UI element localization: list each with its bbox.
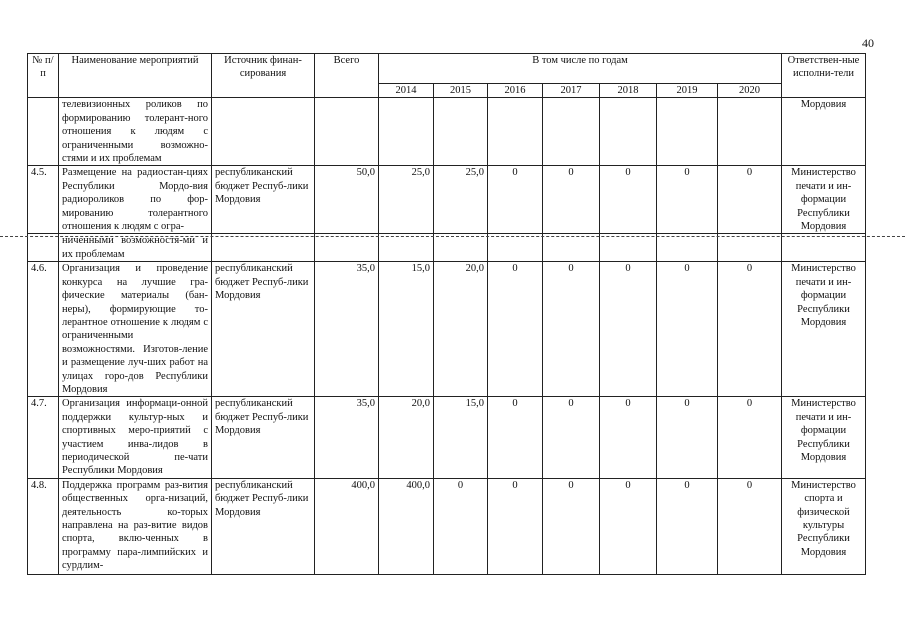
table-row-continuation: [28, 234, 866, 262]
row-value-2019: [657, 98, 718, 166]
table-row: [28, 397, 866, 478]
row-value-2014: 15,0: [379, 262, 434, 397]
row-value-empty: [600, 234, 657, 262]
table-row: [28, 98, 866, 166]
header-responsible: Ответствен-ные исполни-тели: [782, 54, 866, 98]
row-responsible: Министерство печати и ин-формации Республики Мордовия: [782, 166, 866, 234]
row-num: 4.8.: [28, 478, 59, 574]
row-value-2020: 0: [718, 166, 782, 234]
row-value-2016: 0: [488, 478, 543, 574]
row-value-2016: [488, 98, 543, 166]
row-num: 4.5.: [28, 166, 59, 234]
year-2015: 2015: [434, 84, 488, 98]
row-value-2018: 0: [600, 262, 657, 397]
row-value-2019: 0: [657, 478, 718, 574]
row-value-2016: 0: [488, 166, 543, 234]
row-value-2015: 15,0: [434, 397, 488, 478]
row-value-2016: 0: [488, 397, 543, 478]
row-source-empty: [212, 234, 315, 262]
year-2017: 2017: [543, 84, 600, 98]
row-value-2017: [543, 98, 600, 166]
row-responsible: Министерство спорта и физической культуры Республики Мордовия: [782, 478, 866, 574]
row-value-2015: 0: [434, 478, 488, 574]
row-name: Поддержка программ раз-вития общественных орга-низаций, деятельность ко-торых направлена на раз-витие видов спорта, вклю-ченных в программу пара-лимпийских и сурдлим-: [59, 478, 212, 574]
row-value-2019: 0: [657, 397, 718, 478]
row-num: [28, 98, 59, 166]
row-value-2019: 0: [657, 166, 718, 234]
row-value-2015: 20,0: [434, 262, 488, 397]
header-num: № п/п: [28, 54, 59, 98]
row-value-2014: 25,0: [379, 166, 434, 234]
row-value-empty: [657, 234, 718, 262]
row-value-2014: 400,0: [379, 478, 434, 574]
table-row: [28, 166, 866, 234]
row-value-empty: [434, 234, 488, 262]
year-2019: 2019: [657, 84, 718, 98]
row-total: 400,0: [315, 478, 379, 574]
header-source: Источник финан-сирования: [212, 54, 315, 98]
row-name: телевизионных роликов по формированию толерант-ного отношения к людям с ограниченными возможно-стями и их проблемам: [59, 98, 212, 166]
row-responsible: Министерство печати и ин-формации Республики Мордовия: [782, 262, 866, 397]
row-value-empty: [379, 234, 434, 262]
year-2014: 2014: [379, 84, 434, 98]
row-value-2015: [434, 98, 488, 166]
row-value-2017: 0: [543, 262, 600, 397]
row-value-2015: 25,0: [434, 166, 488, 234]
row-value-2018: [600, 98, 657, 166]
row-value-2018: 0: [600, 397, 657, 478]
row-total-empty: [315, 234, 379, 262]
row-num: 4.7.: [28, 397, 59, 478]
row-value-2017: 0: [543, 397, 600, 478]
row-source: республиканский бюджет Респуб-лики Мордовия: [212, 262, 315, 397]
row-value-2014: [379, 98, 434, 166]
row-value-empty: [718, 234, 782, 262]
year-2018: 2018: [600, 84, 657, 98]
row-name-continuation: ниченными возможностя-ми и их проблемам: [59, 234, 212, 262]
row-value-2017: 0: [543, 166, 600, 234]
row-value-2020: 0: [718, 397, 782, 478]
page-fold-line: [0, 236, 905, 237]
row-num-empty: [28, 234, 59, 262]
row-total: 35,0: [315, 262, 379, 397]
header-total: Всего: [315, 54, 379, 98]
row-value-empty: [543, 234, 600, 262]
table-row: [28, 478, 866, 574]
row-responsible-empty: [782, 234, 866, 262]
row-source: республиканский бюджет Респуб-лики Мордовия: [212, 478, 315, 574]
row-name: Размещение на радиостан-циях Республики Мордо-вия радиороликов по фор-мированию толерантного отношения к людям с огра-: [59, 166, 212, 234]
row-value-2014: 20,0: [379, 397, 434, 478]
row-source: республиканский бюджет Респуб-лики Мордовия: [212, 397, 315, 478]
row-responsible: Министерство печати и ин-формации Республики Мордовия: [782, 397, 866, 478]
row-name: Организация и проведение конкурса на лучшие гра-фические материалы (бан-неры), формирующие то-лерантное отношение к людям с ограниченными возможностями. Изготов-ление и размещение луч-ших работ на улицах горо-дов Республики Мордовия: [59, 262, 212, 397]
row-value-2020: 0: [718, 478, 782, 574]
row-value-2018: 0: [600, 478, 657, 574]
row-value-empty: [488, 234, 543, 262]
header-row: [28, 54, 866, 84]
row-responsible: Мордовия: [782, 98, 866, 166]
header-name: Наименование мероприятий: [59, 54, 212, 98]
row-total: 35,0: [315, 397, 379, 478]
row-value-2020: 0: [718, 262, 782, 397]
row-source: [212, 98, 315, 166]
row-num: 4.6.: [28, 262, 59, 397]
table-row: [28, 262, 866, 397]
row-total: [315, 98, 379, 166]
row-value-2019: 0: [657, 262, 718, 397]
page-number: 40: [862, 36, 874, 50]
row-name: Организация информаци-онной поддержки культур-ных и спортивных меро-приятий с участием инва-лидов в периодической пе-чати Республики Мордовия: [59, 397, 212, 478]
row-value-2018: 0: [600, 166, 657, 234]
row-value-2020: [718, 98, 782, 166]
row-value-2016: 0: [488, 262, 543, 397]
year-2020: 2020: [718, 84, 782, 98]
header-by-years: В том числе по годам: [379, 54, 782, 84]
row-total: 50,0: [315, 166, 379, 234]
row-source: республиканский бюджет Респуб-лики Мордовия: [212, 166, 315, 234]
program-table: [27, 53, 866, 575]
year-2016: 2016: [488, 84, 543, 98]
row-value-2017: 0: [543, 478, 600, 574]
